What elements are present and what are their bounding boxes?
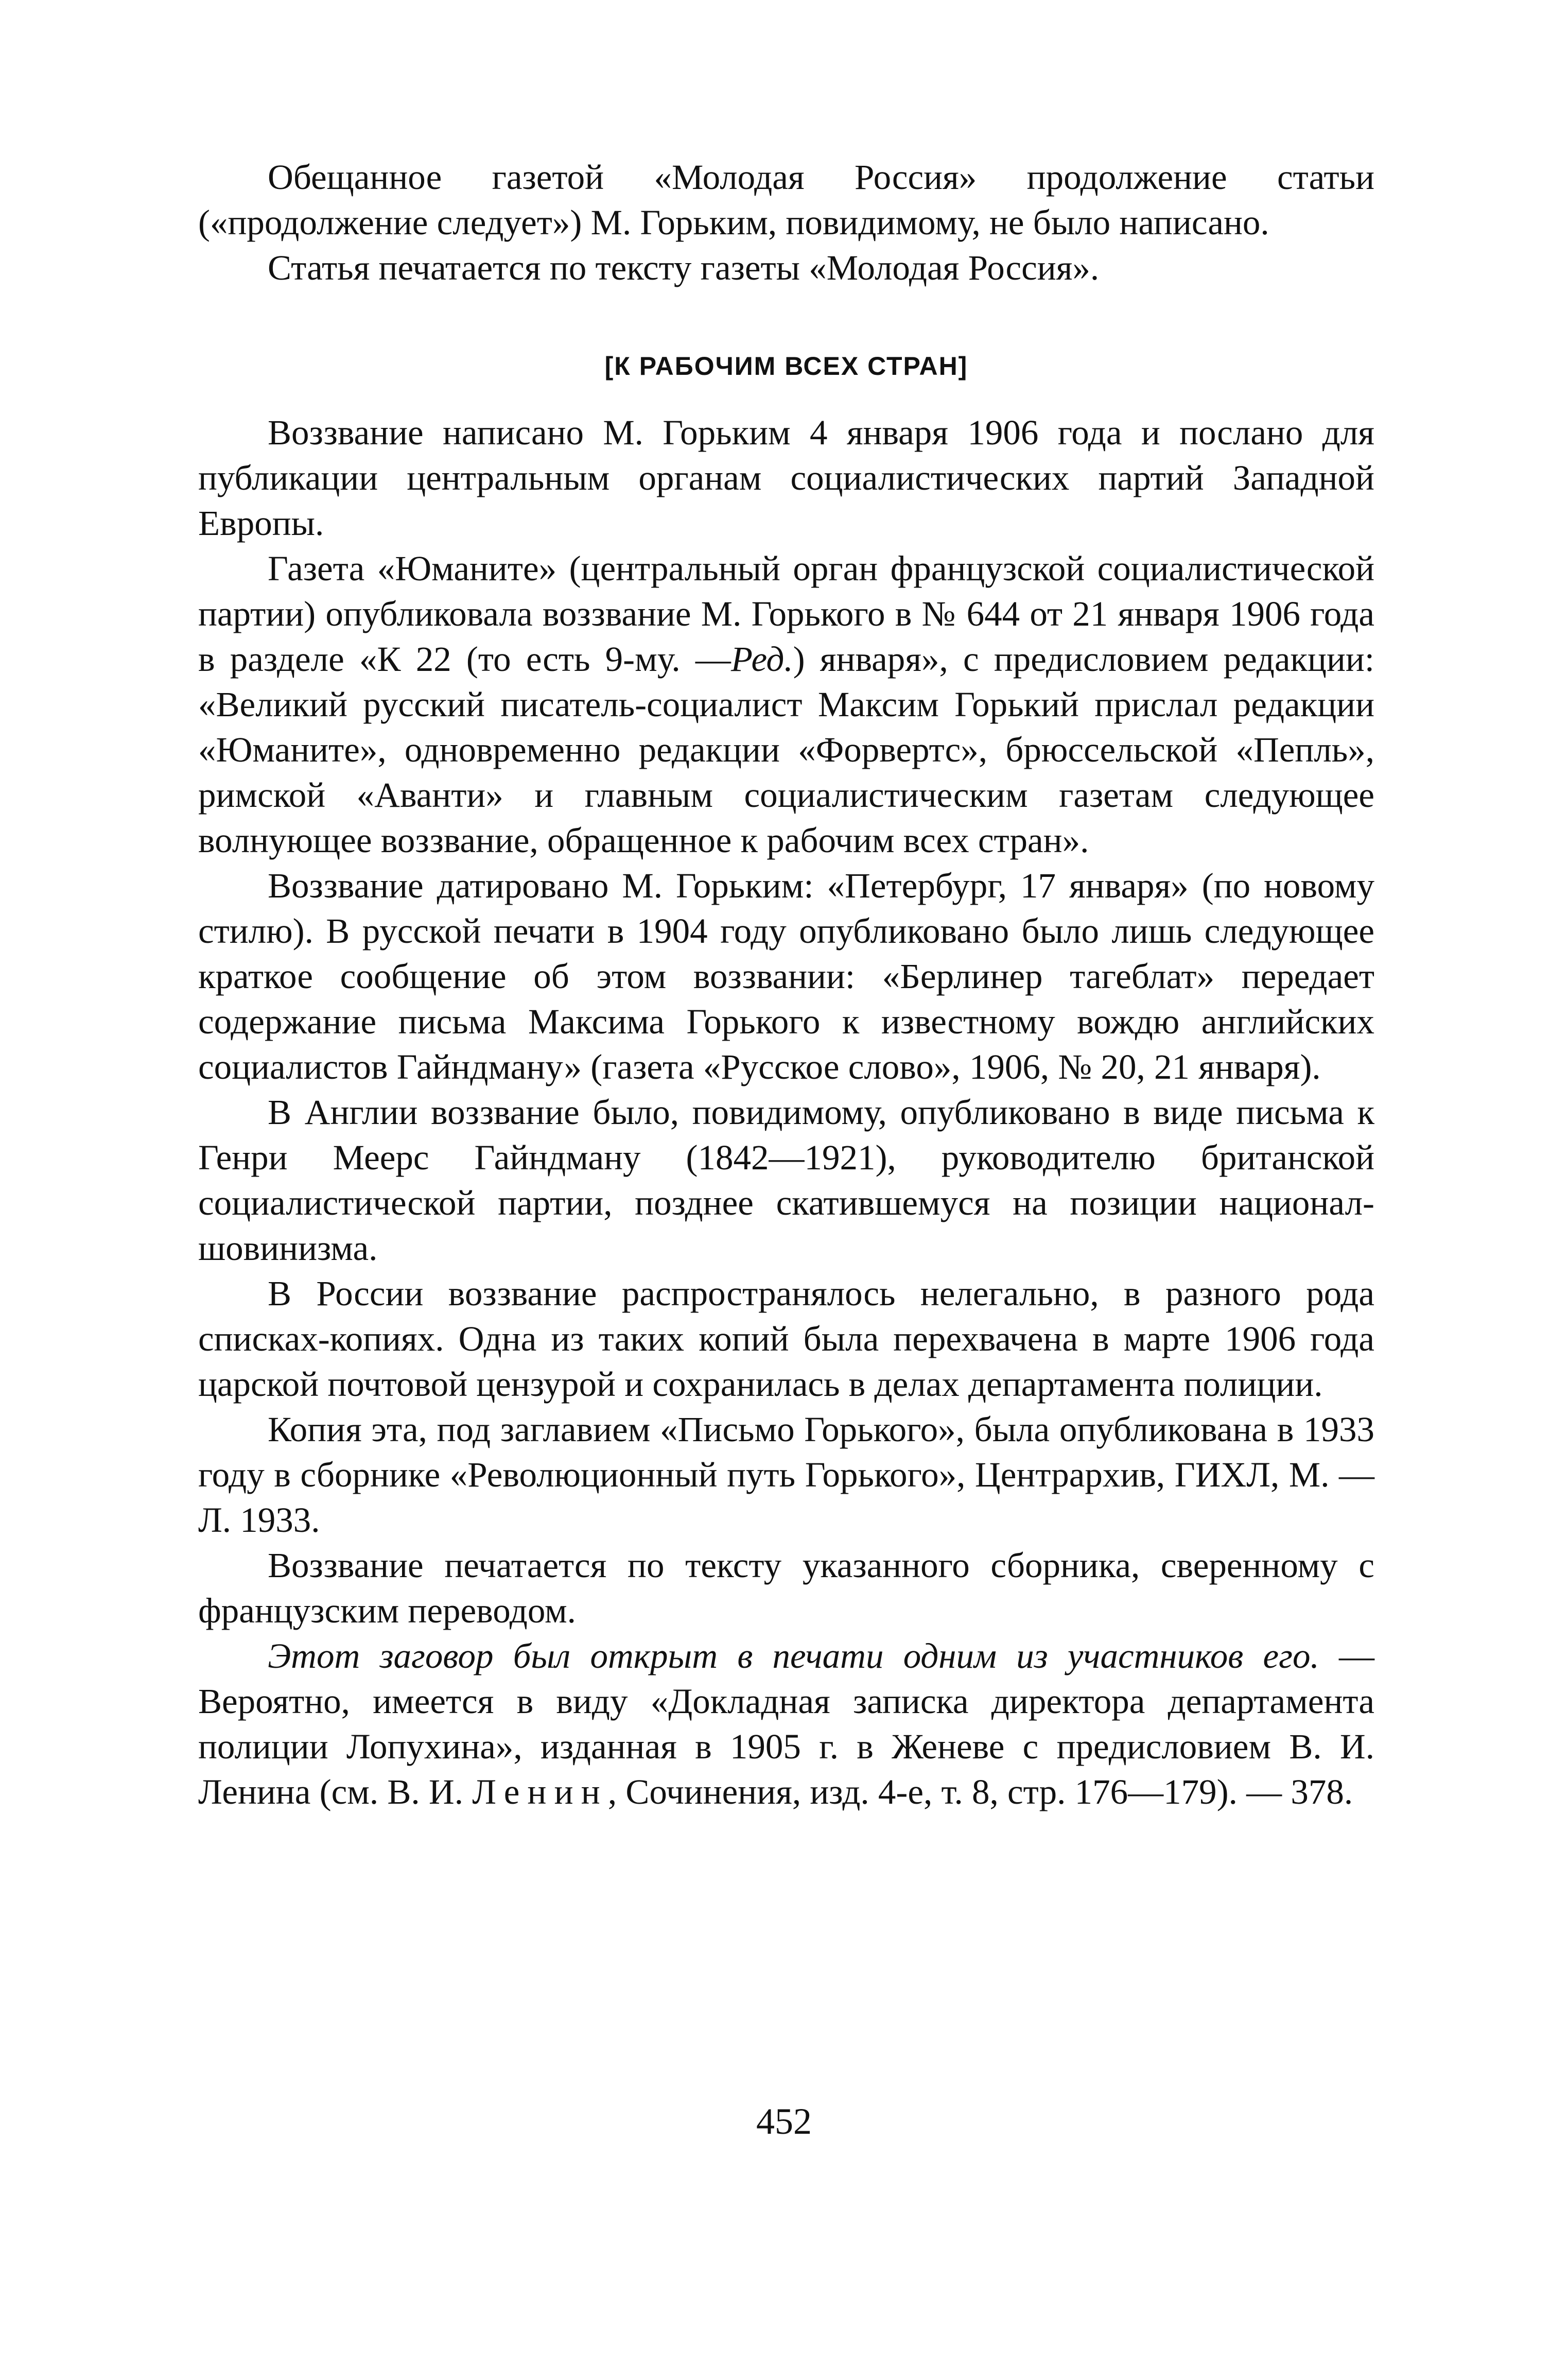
paragraph-text: Газета «Юманите» (центральный орган французской социалистической партии) опубликовала воззвание М. Горького в № 644 от 21 января 1906 года в разделе «К 22 (то есть 9-му. — — [198, 549, 1374, 679]
footnote-paragraph — [198, 1633, 1374, 1815]
paragraph-text: ) января», с предисловием редакции: «Великий русский писатель-социалист Максим Горький прислал редакции «Юманите», одновременно редакции «Форвертс», брюссельской «Пепль», римской «Аванти» и главным социалистическим газетам следующее волнующее воззвание, обращенное к рабочим всех стран». — [198, 640, 1374, 860]
commentary-paragraph: В Англии воззвание было, повидимому, опубликовано в виде письма к Генри Меерс Гайндману (1842—1921), руководителю британской социалистической партии, позднее скатившемуся на позиции национал-шовинизма. — [198, 1093, 1374, 1268]
intro-source-note: Статья печатается по тексту газеты «Молодая Россия». — [268, 248, 1100, 287]
commentary-paragraph: Воззвание написано М. Горьким 4 января 1906 года и послано для публикации центральным органам социалистических партий Западной Европы. — [198, 413, 1374, 543]
commentary-paragraph: Воззвание датировано М. Горьким: «Петербург, 17 января» (по новому стилю). В русской печати в 1904 году опубликовано было лишь следующее краткое сообщение об этом воззвании: «Берлинер тагеблат» передает содержание письма Максима Горького к известному вождю английских социалистов Гайндману» (газета «Русское слово», 1906, № 20, 21 января). — [198, 866, 1374, 1086]
commentary-paragraph — [198, 546, 1374, 863]
commentary-paragraph: Копия эта, под заглавием «Письмо Горького», была опубликована в 1933 году в сборнике «Революционный путь Горького», Центрархив, ГИХЛ, М. — Л. 1933. — [198, 1410, 1374, 1540]
paragraph-text: — Вероятно, имеется в виду «Докладная записка директора департамента полиции Лопухина», изданная в 1905 г. в Женеве с предисловием В. И. Ленина (см. В. И. — [198, 1636, 1375, 1811]
page-number: 452 — [756, 2101, 812, 2142]
paragraph-text: , Сочинения, изд. 4-е, т. 8, стр. 176—179). — 378. — [607, 1772, 1353, 1811]
commentary-paragraph: Воззвание печатается по тексту указанного сборника, сверенному с французским переводом. — [198, 1546, 1374, 1630]
editor-abbrev: Ред. — [730, 640, 793, 679]
commentary-paragraph: В России воззвание распространялось нелегально, в разного рода списках-копиях. Одна из таких копий была перехвачена в марте 1906 года царской почтовой цензурой и сохранилась в делах департамента полиции. — [198, 1274, 1374, 1404]
intro-paragraph: Обещанное газетой «Молодая Россия» продолжение статьи («продолжение следует») М. Горьким, повидимому, не было написано. — [198, 158, 1374, 242]
spaced-author-name: Ленин — [472, 1772, 608, 1811]
quoted-phrase: Этот заговор был открыт в печати одним из участников его. — [268, 1636, 1319, 1675]
text-column — [198, 154, 1374, 1815]
section-heading: [К РАБОЧИМ ВСЕХ СТРАН] — [604, 352, 968, 381]
